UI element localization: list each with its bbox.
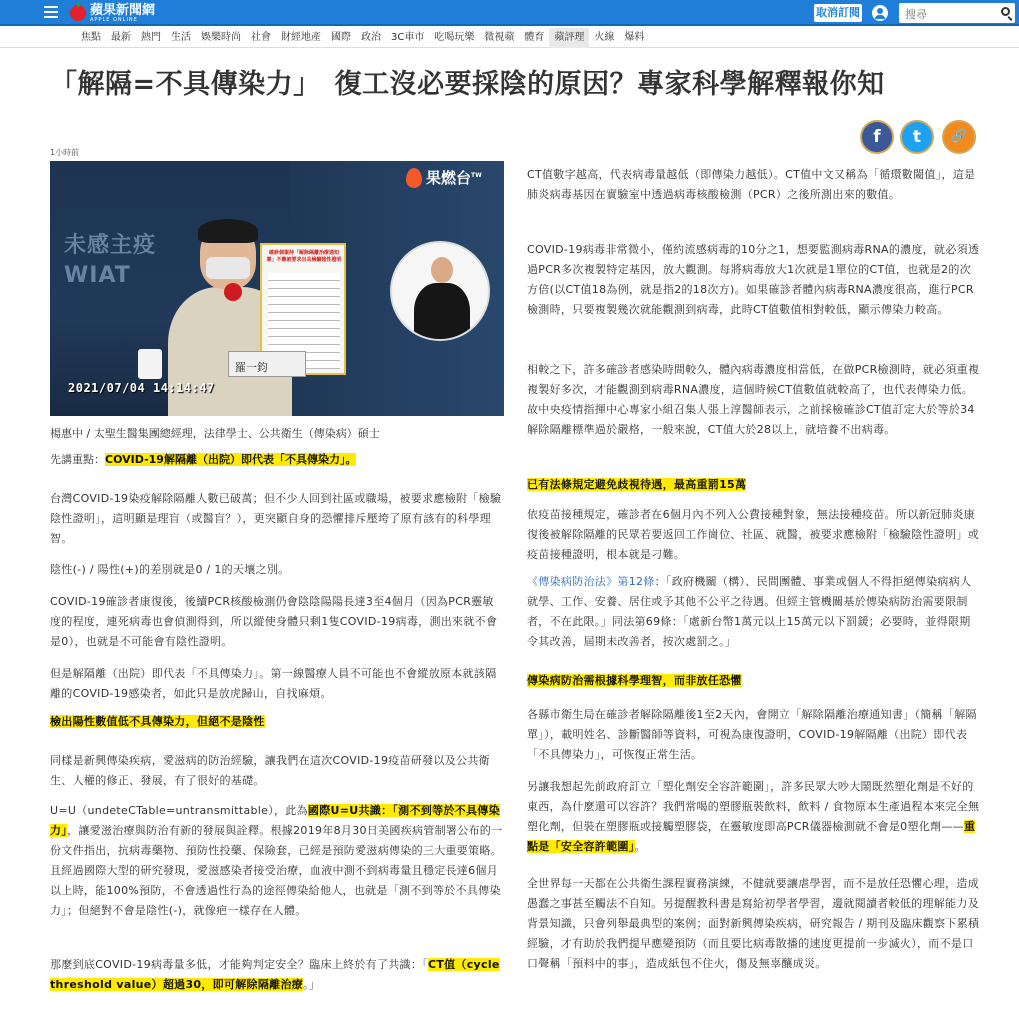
section-heading: 傳染病防治需根據科學理智，而非放任恐懼 bbox=[527, 674, 742, 687]
copy-link-button[interactable] bbox=[942, 120, 976, 154]
search-icon[interactable] bbox=[1001, 7, 1010, 16]
section-heading: 檢出陽性數值低不具傳染力，但絕不是陰性 bbox=[50, 715, 265, 728]
facebook-share-button[interactable] bbox=[860, 120, 894, 154]
nav-item[interactable]: 3C車市 bbox=[391, 32, 425, 43]
twitter-icon: t bbox=[912, 127, 922, 147]
section-heading: 已有法條規定避免歧視待遇，最高重罰15萬 bbox=[527, 478, 747, 491]
search-input[interactable] bbox=[899, 5, 993, 25]
paragraph: 台灣COVID-19染疫解除隔離人數已破萬；但不少人回到社區或職場，被要求應檢附「檢驗陰性證明」，這明顯是理盲（或醫盲？），更突顯自身的恐懼排斥壓垮了原有該有的科學理智。 bbox=[50, 492, 502, 545]
paragraph: COVID-19病毒非常微小，僅約流感病毒的10分之1，想要監測病毒RNA的濃度，就必須透過PCR多次複製特定基因，放大觀測。每將病毒放大1次就是1單位的CT值，也就是2的次方倍(以CT值18為例，就是指2的18次方)。如果確診者體內病毒RNA濃度很高，進行PCR檢測時，只要複製幾次就能觀測到病毒，此時CT值數值相對較低，顯示傳染力較高。 bbox=[527, 243, 980, 316]
search-box bbox=[899, 3, 1015, 23]
nav-item[interactable]: 吃喝玩樂 bbox=[434, 32, 475, 43]
law-link[interactable]: 《傳染病防治法》第12條 bbox=[527, 575, 655, 588]
placard-title: 確診個案持「解除隔離治療通知書」不應被要求出具檢驗陰性證明 bbox=[266, 250, 342, 263]
paragraph: COVID-19確診者康復後，後續PCR核酸檢測仍會陰陰陽陽長達3至4個月（因為PCR靈敏度的程度，連死病毒也會偵測得到，所以縱使身體只剩1隻COVID-19病毒，測出來就不會是0），也就是不可能會有陰性證明。 bbox=[50, 595, 498, 648]
nav-item[interactable]: 蘋評理 bbox=[549, 28, 589, 48]
nav-item[interactable]: 政治 bbox=[361, 32, 381, 43]
nav-item[interactable]: 生活 bbox=[171, 32, 191, 43]
article-title: 「解隔=不具傳染力」 復工沒必要採陰的原因？專家科學解釋報你知 bbox=[50, 69, 885, 100]
nameplate: 羅一鈞 bbox=[228, 351, 306, 377]
paragraph: 《傳染病防治法》第12條：「政府機關（構）、民間團體、事業或個人不得拒絕傳染病病人就學、工作、安養、居住或予其他不公平之待遇。但經主管機關基於傳染病防治需要限制者，不在此限。」同法第69條：「處新台幣1萬元以上15萬元以下罰鍰；必要時，並得限期令其改善，屆期未改善者，按次處罰之。」 bbox=[527, 575, 972, 648]
paragraph: 那麼到底COVID-19病毒量多低，才能夠判定安全？臨床上終於有了共識：「CT值（cycle threshold value）超過30，即可解除隔離治療。」 bbox=[50, 958, 500, 991]
category-nav bbox=[0, 28, 1019, 48]
top-bar bbox=[0, 0, 1019, 26]
cancel-subscribe-button[interactable]: 取消訂閱 bbox=[814, 4, 862, 22]
cup bbox=[138, 349, 162, 379]
paragraph: 全世界每一天都在公共衛生課程實務演練，不健就要讓虐學習，而不是放任恐懼心理，造成愚蠢之事甚至觸法不自知。另提醒教科書是寫給初學者學習，邊就閱讀者較低的理解能力及背景知識，只會列舉最典型的案例；面對新興傳染疾病，研究報告 / 期刊及臨床觀察下累積經驗，才有助於我們提早應變預防（而且要比病毒散播的速度更提前一步滅火），而不是口口聲稱「預料中的事」，造成紙包不住火，傷及無辜釀成災。 bbox=[527, 877, 980, 970]
nav-item[interactable]: 娛樂時尚 bbox=[201, 32, 241, 43]
flame-icon bbox=[406, 168, 422, 188]
paragraph: 陰性(-) / 陽性(+)的差別就是0 / 1的天壤之別。 bbox=[50, 563, 290, 576]
nav-item[interactable]: 最新 bbox=[111, 32, 131, 43]
paragraph: U=U（undeteCTable=untransmittable），此為國際U=U共識：「測不到等於不具傳染力」，讓愛滋治療與防治有新的發展與詮釋。根據2019年8月30日美國疾病管制署公布的一份文件指出，抗病毒藥物、預防性投藥、保險套，已經是預防愛滋病傳染的三大重要策略。且經過國際大型的研究發現，愛滋感染者接受治療，血液中測不到病毒量且穩定長達6個月以上時，能100%預防，不會透過性行為的途徑傳染給他人，也就是「測不到等於不具傳染力」；但絕對不會是陰性(-)，就像疤一樣存在人體。 bbox=[50, 804, 503, 917]
nav-items bbox=[76, 28, 649, 48]
nav-item[interactable]: 火線 bbox=[594, 32, 615, 43]
video-timestamp: 2021/07/04 14:14:47 bbox=[68, 381, 215, 395]
paragraph: 依疫苗接種規定，確診者在6個月內不列入公費接種對象，無法接種疫苗。所以新冠肺炎康復後被解除隔離的民眾若要返回工作崗位、社區、就醫，被要求應檢附「檢驗陰性證明」或疫苗接種證明，根本就是刁難。 bbox=[527, 508, 979, 561]
nav-item[interactable]: 熱門 bbox=[141, 32, 161, 43]
nav-item[interactable]: 體育 bbox=[524, 32, 545, 43]
key-point-line: 先講重點：COVID-19解隔離（出院）即代表「不具傳染力」。 bbox=[50, 453, 357, 466]
nav-item[interactable]: 國際 bbox=[331, 32, 351, 43]
microphone-icon bbox=[224, 283, 242, 301]
paragraph: CT值數字越高，代表病毒量越低（即傳染力越低）。CT值中文又稱為「循環數閾值」，這是肺炎病毒基因在實驗室中透過病毒核酸檢測（PCR）之後所測出來的數值。 bbox=[527, 168, 976, 201]
nav-item[interactable]: 財經地產 bbox=[281, 32, 321, 43]
nav-item[interactable]: 爆料 bbox=[624, 32, 645, 43]
logo-subtext: APPLE ONLINE bbox=[90, 16, 138, 23]
logo-text: 蘋果新聞網 bbox=[90, 2, 156, 18]
wall-sign: 未感主疫 WIAT bbox=[64, 233, 157, 288]
article-photo[interactable] bbox=[50, 161, 504, 416]
nav-item[interactable]: 焦點 bbox=[81, 32, 101, 43]
sign-language-interpreter bbox=[390, 241, 490, 341]
key-point: COVID-19解隔離（出院）即代表「不具傳染力」。 bbox=[105, 453, 357, 466]
nav-item[interactable]: 微視蘋 bbox=[484, 32, 515, 43]
paragraph: 另讓我想起先前政府訂立「塑化劑安全容許範圍」，許多民眾大吵大鬧既然塑化劑是不好的東西，為什麼還可以容許？我們常喝的塑膠瓶裝飲料，飲料 / 食物原本生產過程本來完全無塑化劑，但裝在塑膠瓶或接觸塑膠袋，在靈敏度即高PCR儀器檢測就不會是0塑化劑——重點是「安全容許範圍」。 bbox=[527, 780, 980, 853]
author-line: 楊惠中 / 太聖生醫集團總經理，法律學士、公共衛生（傳染病）碩士 bbox=[50, 427, 380, 440]
paragraph: 同樣是新興傳染疾病，愛滋病的防治經驗，讓我們在這次COVID-19疫苗研發以及公共衛生、人權的修正、發展，有了很好的基礎。 bbox=[50, 754, 490, 787]
site-logo[interactable] bbox=[70, 3, 155, 23]
paragraph: 各縣市衛生局在確診者解除隔離後1至2天內，會開立「解除隔離治療通知書」（簡稱「解隔單」），載明姓名、診斷醫師等資料，可視為康復證明，COVID-19解隔離（出院）即代表「不具傳染力」，可恢復正常生活。 bbox=[527, 708, 977, 761]
user-icon[interactable] bbox=[872, 5, 888, 21]
publish-time: 1小時前 bbox=[50, 148, 80, 157]
paragraph: 相較之下，許多確診者感染時間較久，體內病毒濃度相當低，在做PCR檢測時，就必須重複複製好多次，才能觀測到病毒RNA濃度，這個時候CT值數值就較高了，也代表傳染力低。故中央疫情指揮中心專家小組召集人張上淳醫師表示，之前採檢確診CT值訂定大於等於34解除隔離標準過於嚴格，一般來說，CT值大於28以上，就培養不出病毒。 bbox=[527, 363, 980, 436]
apple-logo-icon bbox=[70, 5, 86, 21]
link-icon: 🔗 bbox=[950, 129, 968, 144]
nav-item[interactable]: 社會 bbox=[251, 32, 271, 43]
facebook-icon: f bbox=[873, 127, 881, 147]
paragraph: 但是解隔離（出院）即代表「不具傳染力」。第一線醫療人員不可能也不會縱放原本就該隔離的COVID-19感染者，如此只是放虎歸山，自找麻煩。 bbox=[50, 667, 497, 700]
twitter-share-button[interactable] bbox=[900, 120, 934, 154]
menu-icon[interactable] bbox=[44, 6, 58, 19]
channel-logo: 果燃台$^{TW}$ bbox=[406, 167, 482, 188]
